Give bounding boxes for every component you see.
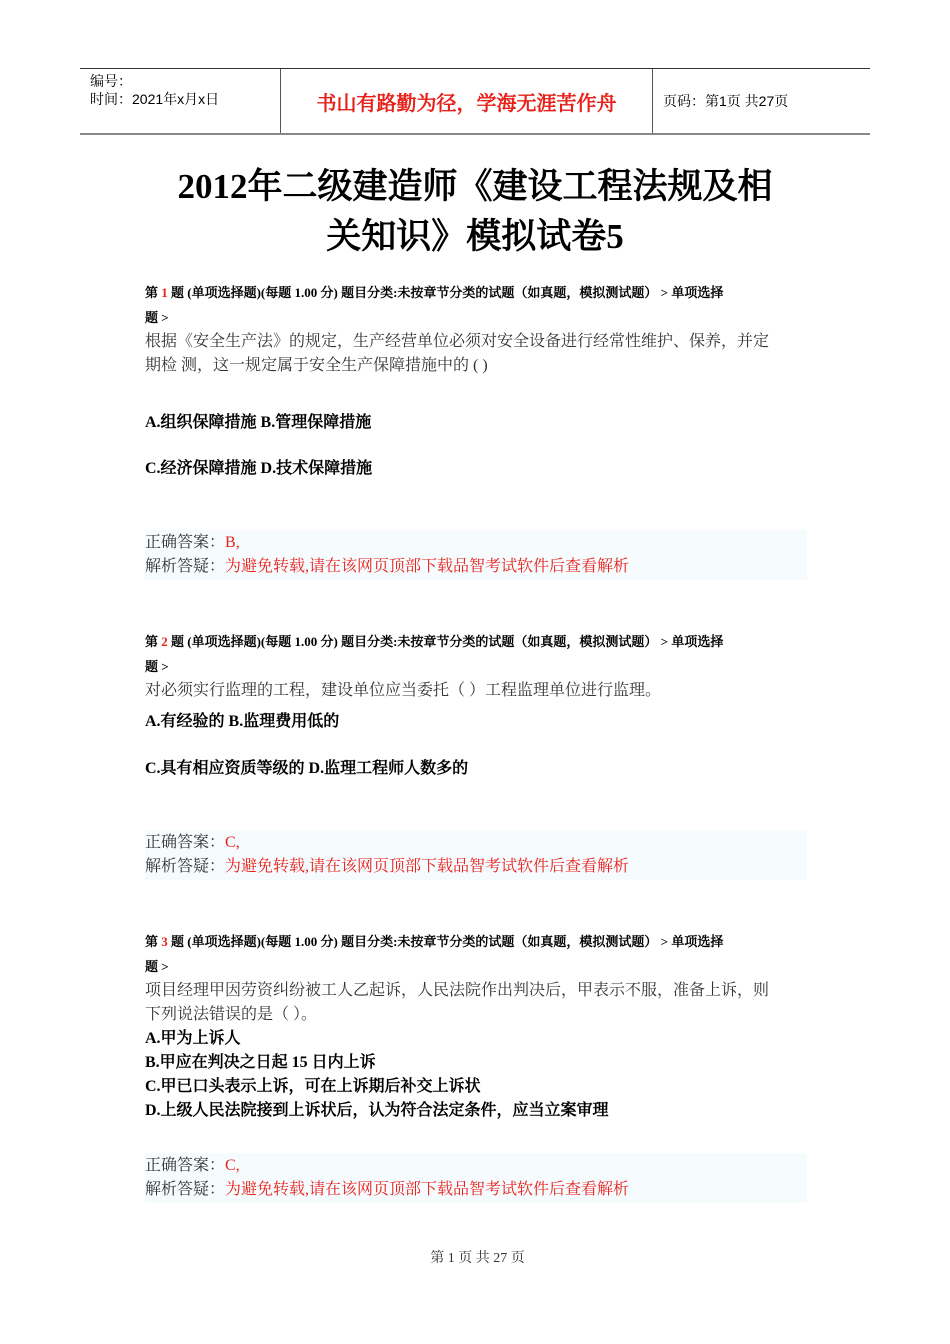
question-meta: 第 2 题 (单项选择题)(每题 1.00 分) 题目分类:未按章节分类的试题（如真题，模拟测试题） > 单项选择: [145, 634, 724, 649]
date-label: 时间：2021年x月x日: [90, 91, 220, 107]
answer-box: [145, 830, 807, 880]
page-info: 页码：第1页 共27页: [663, 93, 789, 109]
analysis: 解析答疑：为避免转载,请在该网页顶部下载品智考试软件后查看解析: [145, 558, 630, 575]
question-number: 1: [161, 285, 168, 300]
header-info-cell: [80, 69, 280, 133]
question-stem: 根据《安全生产法》的规定，生产经营单位必须对安全设备进行经常性维护、保养，并定 期检 测，这一规定属于安全生产保障措施中的 ( ): [145, 333, 770, 374]
option-a: A.甲为上诉人: [145, 1030, 241, 1047]
option-c: C.甲已口头表示上诉，可在上诉期后补交上诉状: [145, 1078, 481, 1095]
answer-box: [145, 530, 807, 580]
question-number: 3: [161, 934, 168, 949]
page-header-table: [80, 68, 870, 135]
correct-answer: 正确答案：C,: [145, 1157, 240, 1174]
correct-answer: 正确答案：C,: [145, 834, 240, 851]
title-line-2: 关知识》模拟试卷5: [326, 217, 624, 256]
question-1: [145, 280, 807, 378]
document-title: [120, 162, 830, 262]
question-stem: 项目经理甲因劳资纠纷被工人乙起诉，人民法院作出判决后，甲表示不服，准备上诉，则 下列说法错误的是（ ）。: [145, 982, 770, 1023]
correct-answer: 正确答案：B,: [145, 534, 240, 551]
option-d: D.上级人民法院接到上诉状后，认为符合法定条件，应当立案审理: [145, 1102, 609, 1119]
page-footer: 第 1 页 共 27 页: [430, 1251, 525, 1266]
question-meta-line2: 题 >: [145, 310, 169, 325]
question-meta-line2: 题 >: [145, 959, 169, 974]
question-number: 2: [161, 634, 168, 649]
question-meta: 第 1 题 (单项选择题)(每题 1.00 分) 题目分类:未按章节分类的试题（如真题，模拟测试题） > 单项选择: [145, 285, 724, 300]
option-row: C.经济保障措施 D.技术保障措施: [145, 460, 373, 477]
option-row: A.组织保障措施 B.管理保障措施: [145, 414, 372, 431]
serial-label: 编号：: [90, 73, 132, 89]
question-2: [145, 629, 807, 703]
question-meta: 第 3 题 (单项选择题)(每题 1.00 分) 题目分类:未按章节分类的试题（如真题，模拟测试题） > 单项选择: [145, 934, 724, 949]
question-stem: 对必须实行监理的工程，建设单位应当委托（ ）工程监理单位进行监理。: [145, 682, 662, 699]
analysis: 解析答疑：为避免转载,请在该网页顶部下载品智考试软件后查看解析: [145, 858, 630, 875]
question-3: [145, 929, 807, 1123]
option-b: B.甲应在判决之日起 15 日内上诉: [145, 1054, 376, 1071]
title-line-1: 2012年二级建造师《建设工程法规及相: [177, 167, 773, 206]
analysis: 解析答疑：为避免转载,请在该网页顶部下载品智考试软件后查看解析: [145, 1181, 630, 1198]
option-row: C.具有相应资质等级的 D.监理工程师人数多的: [145, 760, 469, 777]
question-meta-line2: 题 >: [145, 659, 169, 674]
option-row: A.有经验的 B.监理费用低的: [145, 713, 340, 730]
motto: 书山有路勤为径，学海无涯苦作舟: [280, 69, 653, 133]
answer-box: [145, 1153, 807, 1203]
